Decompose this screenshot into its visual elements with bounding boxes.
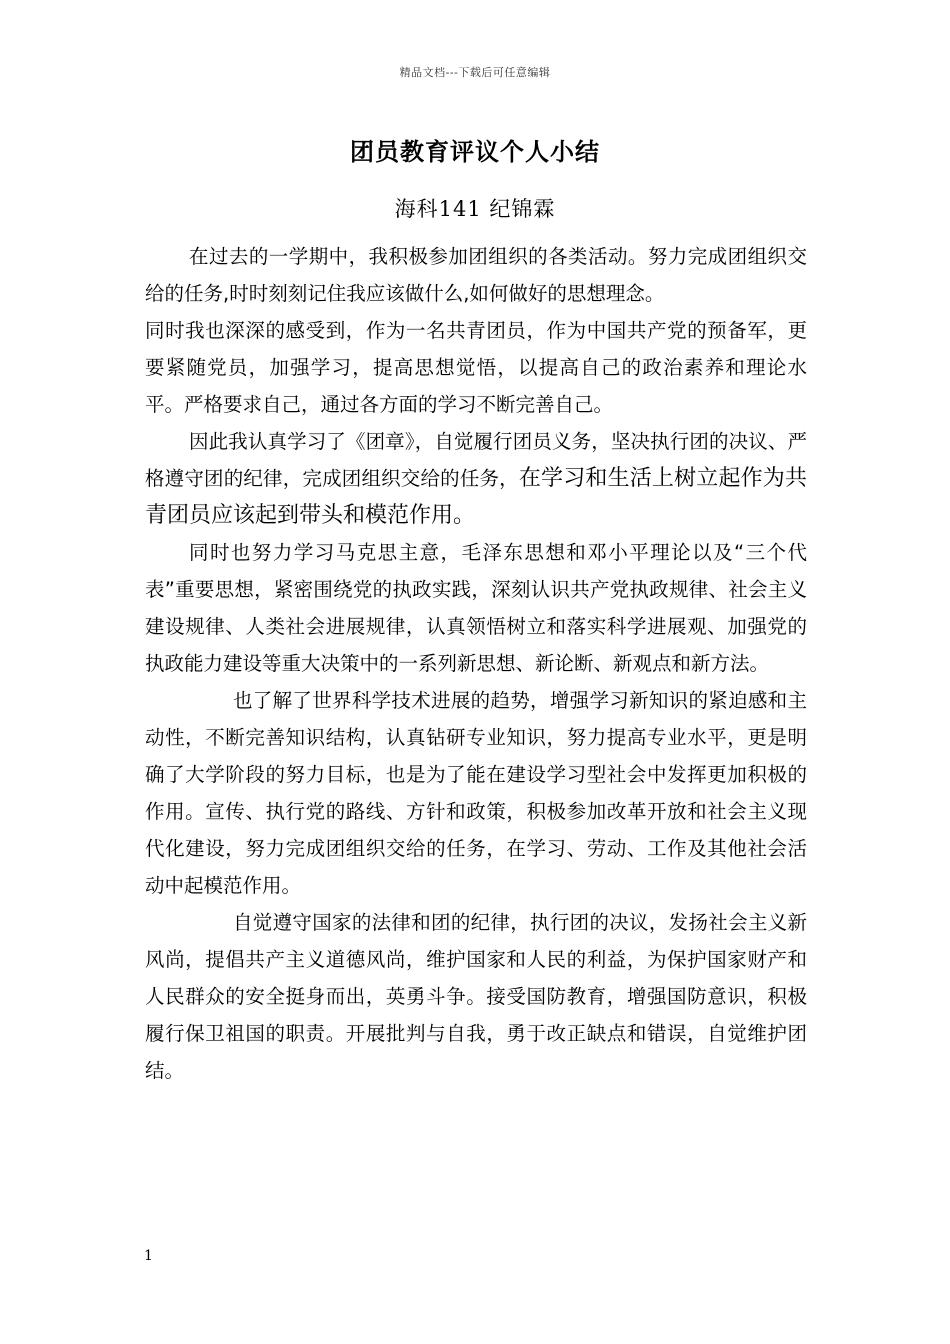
header-note: 精品文档---下载后可任意编辑 [399,66,551,79]
paragraph-4: 同时也努力学习马克思主意，毛泽东思想和邓小平理论以及“三个代表”重要思想，紧密围绕党的执政实践，深刻认识共产党执政规律、社会主义建设规律、人类社会进展规律，认真领悟树立和落实科学进展观、加强党的执政能力建设等重大决策中的一系列新思想、新论断、新观点和新方法。 [145,541,807,675]
page-number: 1 [144,1248,153,1264]
document-title: 团员教育评议个人小结 [350,138,600,166]
paragraph-5: 也了解了世界科学技术进展的趋势，增强学习新知识的紧迫感和主动性，不断完善知识结构，认真钻研专业知识，努力提高专业水平，更是明确了大学阶段的努力目标，也是为了能在建设学习型社会中发挥更加积极的作用。宣传、执行党的路线、方针和政策，积极参加改革开放和社会主义现代化建设，努力完成团组织交给的任务，在学习、劳动、工作及其他社会活动中起模范作用。 [145,689,807,897]
paragraph-3-emphasis: 在学习和生活上树立起作为共青团员应该起到带头和模范作用。 [145,466,807,528]
paragraph-6: 自觉遵守国家的法律和团的纪律，执行团的决议，发扬社会主义新风尚，提倡共产主义道德风尚，维护国家和人民的利益，为保护国家财产和人民群众的安全挺身而出，英勇斗争。接受国防教育，增强国防意识，积极履行保卫祖国的职责。开展批判与自我，勇于改正缺点和错误，自觉维护团结。 [145,911,807,1082]
paragraph-3 [145,423,807,534]
paragraph-3-text: 因此我认真学习了《团章》，自觉履行团员义务，坚决执行团的决议、严格遵守团的纪律，完成团组织交给的任务， [145,430,807,490]
document-body [145,238,807,1089]
paragraph-1: 在过去的一学期中，我积极参加团组织的各类活动。努力完成团组织交给的任务,时时刻刻记住我应该做什么,如何做好的思想理念。 [145,245,807,305]
author-byline: 海科141 纪锦霖 [394,197,556,221]
paragraph-2: 同时我也深深的感受到，作为一名共青团员，作为中国共产党的预备军，更要紧随党员，加强学习，提高思想觉悟，以提高自己的政治素养和理论水平。严格要求自己，通过各方面的学习不断完善自己。 [145,319,807,416]
